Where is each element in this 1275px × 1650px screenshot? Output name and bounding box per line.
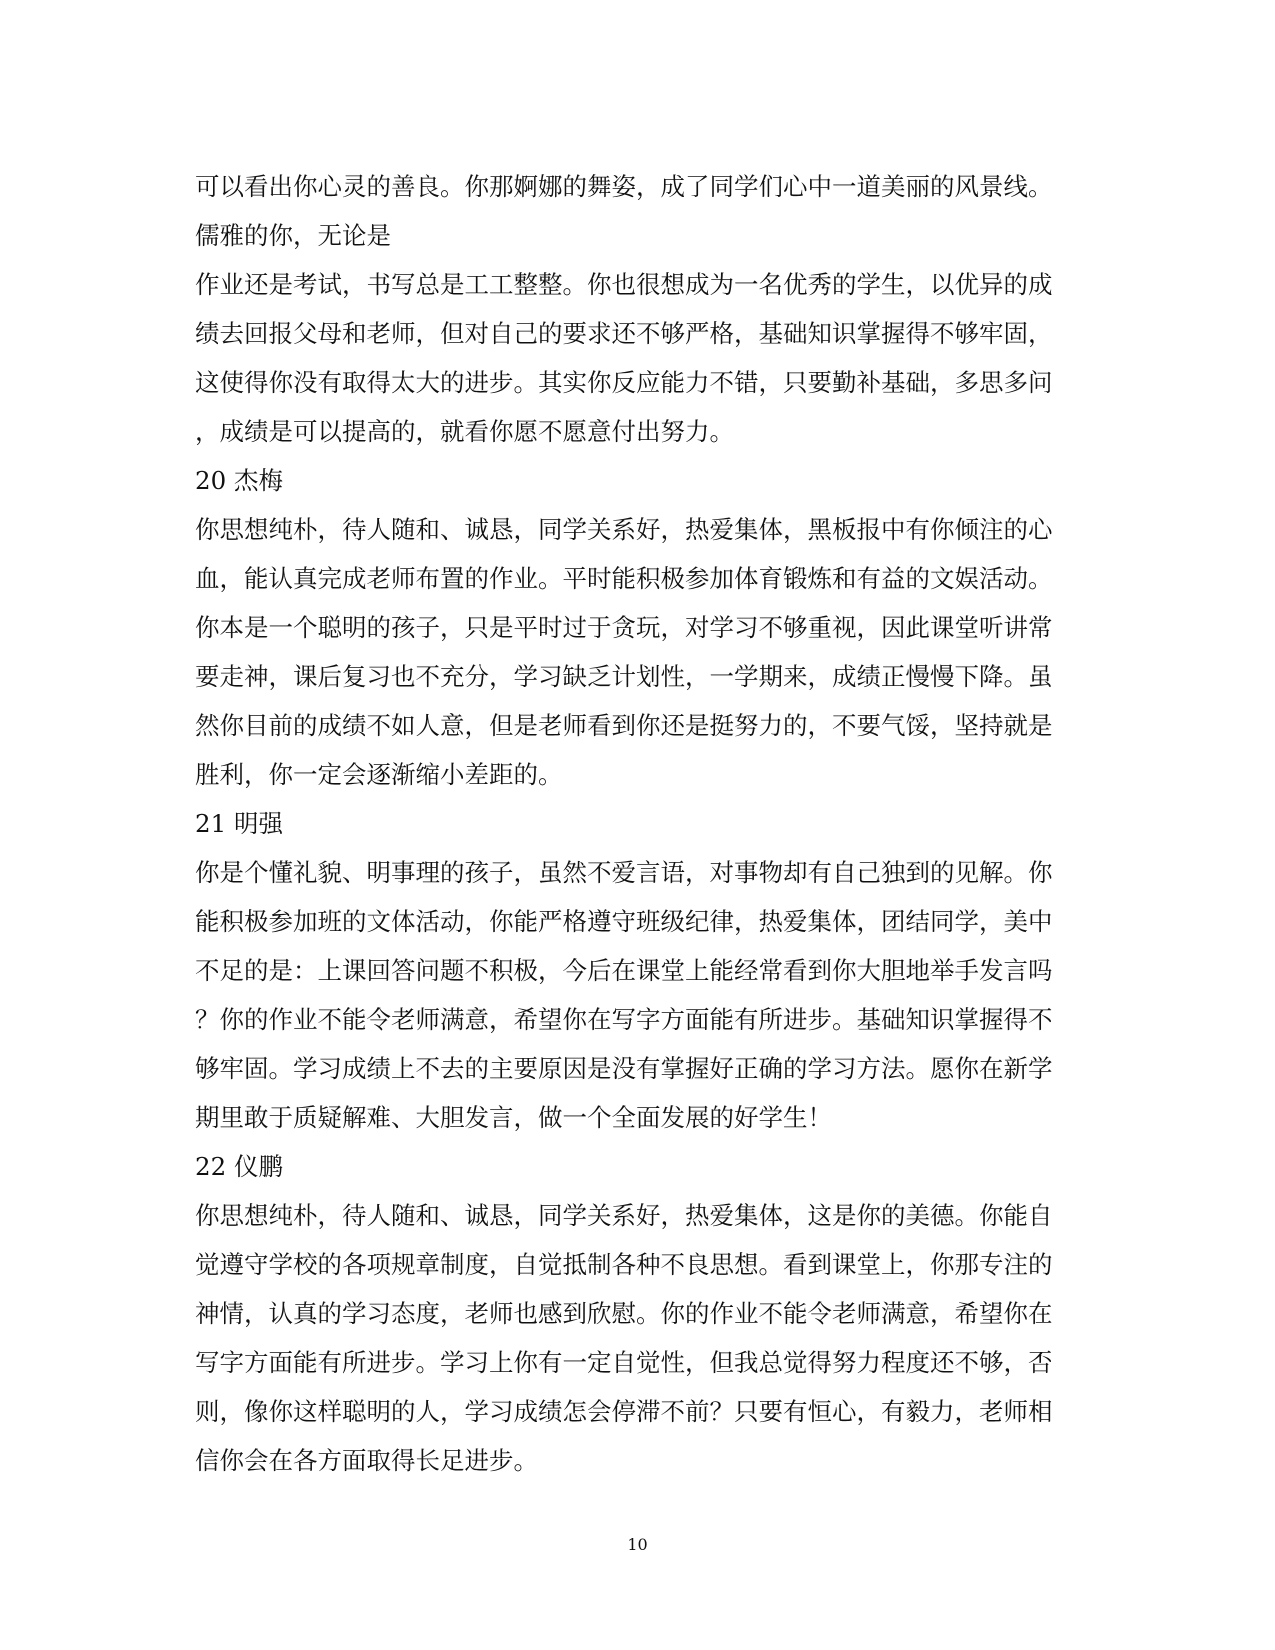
text-line: 你思想纯朴，待人随和、诚恳，同学关系好，热爱集体，黑板报中有你倾注的心 — [195, 515, 1053, 544]
text-line: 期里敢于质疑解难、大胆发言，做一个全面发展的好学生！ — [195, 1103, 832, 1132]
text-line: 你本是一个聪明的孩子，只是平时过于贪玩，对学习不够重视，因此课堂听讲常 — [195, 613, 1053, 642]
text-line: 可以看出你心灵的善良。你那婀娜的舞姿，成了同学们心中一道美丽的风景线。 — [195, 172, 1053, 201]
document-body — [195, 162, 1075, 1485]
text-line: 要走神，课后复习也不充分，学习缺乏计划性，一学期来，成绩正慢慢下降。虽 — [195, 662, 1053, 691]
text-line: ？你的作业不能令老师满意，希望你在写字方面能有所进步。基础知识掌握得不 — [195, 1005, 1053, 1034]
student-heading: 20 杰梅 — [195, 466, 283, 495]
text-line: 这使得你没有取得太大的进步。其实你反应能力不错，只要勤补基础，多思多问 — [195, 368, 1053, 397]
student-heading: 22 仪鹏 — [195, 1152, 283, 1181]
text-line: 作业还是考试，书写总是工工整整。你也很想成为一名优秀的学生，以优异的成 — [195, 270, 1053, 299]
text-line: ，成绩是可以提高的，就看你愿不愿意付出努力。 — [195, 417, 734, 446]
text-line: 信你会在各方面取得长足进步。 — [195, 1446, 538, 1475]
text-line: 则，像你这样聪明的人，学习成绩怎会停滞不前？只要有恒心，有毅力，老师相 — [195, 1397, 1053, 1426]
text-line: 然你目前的成绩不如人意，但是老师看到你还是挺努力的，不要气馁，坚持就是 — [195, 711, 1053, 740]
page-number: 10 — [627, 1535, 648, 1554]
text-line: 写字方面能有所进步。学习上你有一定自觉性，但我总觉得努力程度还不够，否 — [195, 1348, 1053, 1377]
text-line: 绩去回报父母和老师，但对自己的要求还不够严格，基础知识掌握得不够牢固， — [195, 319, 1053, 348]
text-line: 够牢固。学习成绩上不去的主要原因是没有掌握好正确的学习方法。愿你在新学 — [195, 1054, 1053, 1083]
text-line: 不足的是：上课回答问题不积极，今后在课堂上能经常看到你大胆地举手发言吗 — [195, 956, 1053, 985]
text-line: 能积极参加班的文体活动，你能严格遵守班级纪律，热爱集体，团结同学，美中 — [195, 907, 1053, 936]
text-line: 觉遵守学校的各项规章制度，自觉抵制各种不良思想。看到课堂上，你那专注的 — [195, 1250, 1053, 1279]
text-line: 儒雅的你，无论是 — [195, 221, 391, 250]
student-heading: 21 明强 — [195, 809, 283, 838]
text-line: 胜利，你一定会逐渐缩小差距的。 — [195, 760, 563, 789]
text-line: 神情，认真的学习态度，老师也感到欣慰。你的作业不能令老师满意，希望你在 — [195, 1299, 1053, 1328]
text-line: 你是个懂礼貌、明事理的孩子，虽然不爱言语，对事物却有自己独到的见解。你 — [195, 858, 1053, 887]
text-line: 你思想纯朴，待人随和、诚恳，同学关系好，热爱集体，这是你的美德。你能自 — [195, 1201, 1053, 1230]
text-line: 血，能认真完成老师布置的作业。平时能积极参加体育锻炼和有益的文娱活动。 — [195, 564, 1053, 593]
